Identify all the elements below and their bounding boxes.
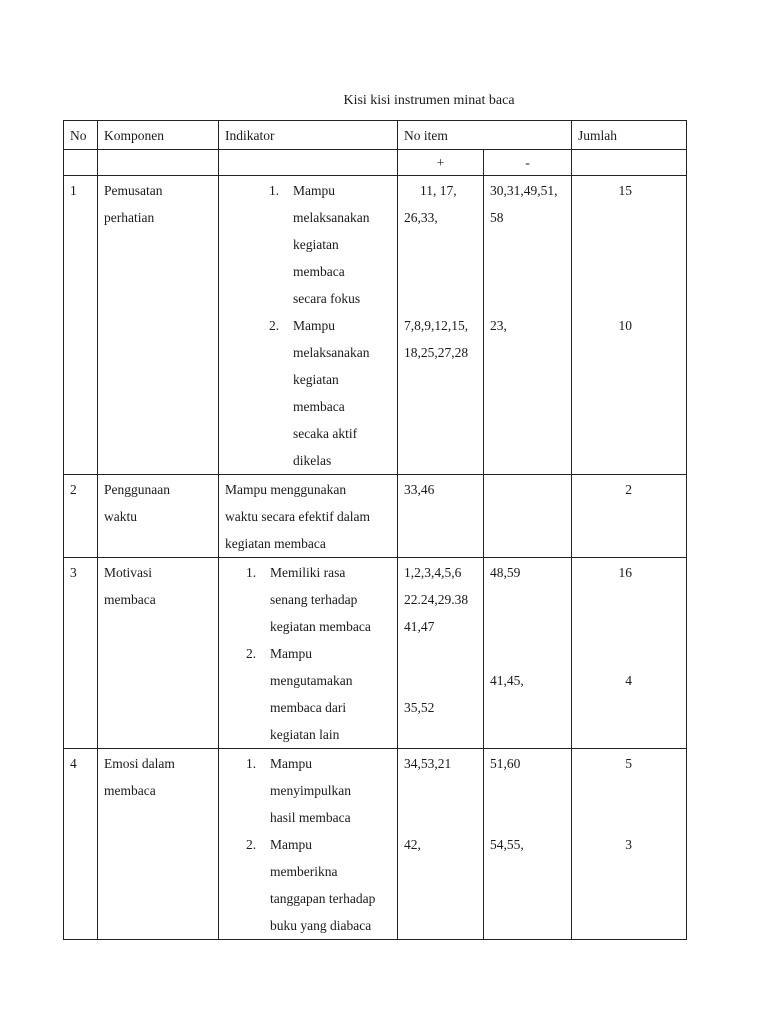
- jumlah-value: 16: [618, 565, 632, 580]
- item-numbers: 41,47: [404, 619, 435, 634]
- kisi-kisi-table: [63, 120, 687, 940]
- row-komponen: [98, 558, 219, 749]
- row-jumlah: [572, 558, 687, 749]
- indikator-number: 2.: [269, 318, 280, 333]
- table-row: [64, 749, 687, 940]
- header-minus: -: [484, 150, 572, 176]
- subheader-empty: [98, 150, 219, 176]
- row-komponen: [98, 176, 219, 475]
- indikator-item: [246, 559, 391, 640]
- item-numbers: 54,55,: [490, 837, 524, 852]
- subheader-empty: [572, 150, 687, 176]
- item-numbers: 33,46: [404, 482, 435, 497]
- item-numbers: 51,60: [490, 756, 521, 771]
- indikator-item: [246, 640, 391, 748]
- komponen-line: Emosi dalam: [104, 756, 175, 771]
- indikator-line: secara fokus: [293, 291, 361, 306]
- item-numbers: 58: [490, 210, 504, 225]
- indikator-number: 2.: [246, 646, 257, 661]
- item-numbers: 42,: [404, 837, 421, 852]
- header-no: No: [64, 121, 98, 150]
- row-plus-items: [398, 475, 484, 558]
- indikator-item: [246, 831, 391, 939]
- jumlah-value: 2: [625, 482, 632, 497]
- subheader-row: [64, 150, 687, 176]
- indikator-line: kegiatan: [293, 237, 339, 252]
- row-indikator: [219, 749, 398, 940]
- header-plus: +: [398, 150, 484, 176]
- row-minus-items: [484, 176, 572, 475]
- indikator-item: [269, 312, 391, 474]
- indikator-number: 1.: [269, 183, 280, 198]
- indikator-line: Mampu: [270, 837, 312, 852]
- indikator-line: membaca dari: [270, 700, 347, 715]
- row-komponen: [98, 749, 219, 940]
- item-numbers: 7,8,9,12,15,: [404, 318, 469, 333]
- komponen-line: Pemusatan: [104, 183, 163, 198]
- header-row: [64, 121, 687, 150]
- header-no-item: No item: [398, 121, 572, 150]
- indikator-line: Mampu: [270, 646, 312, 661]
- komponen-line: membaca: [104, 592, 156, 607]
- item-numbers: 48,59: [490, 565, 521, 580]
- item-numbers: 34,53,21: [404, 756, 452, 771]
- item-numbers: 18,25,27,28: [404, 345, 469, 360]
- item-numbers: 11, 17,: [420, 183, 457, 198]
- row-minus-items: [484, 475, 572, 558]
- komponen-line: perhatian: [104, 210, 155, 225]
- row-plus-items: [398, 749, 484, 940]
- indikator-line: Mampu: [293, 318, 335, 333]
- indikator-line: buku yang diabaca: [270, 918, 372, 933]
- indikator-line: kegiatan lain: [270, 727, 340, 742]
- row-no: 4: [64, 749, 98, 940]
- item-numbers: 30,31,49,51,: [490, 183, 558, 198]
- subheader-empty: [64, 150, 98, 176]
- indikator-number: 1.: [246, 756, 257, 771]
- indikator-line: tanggapan terhadap: [270, 891, 376, 906]
- row-no: 3: [64, 558, 98, 749]
- row-jumlah: [572, 176, 687, 475]
- indikator-item: [246, 750, 391, 831]
- indikator-line: Memiliki rasa: [270, 565, 346, 580]
- item-numbers: 26,33,: [404, 210, 438, 225]
- indikator-line: melaksanakan: [293, 345, 370, 360]
- indikator-line: membaca: [293, 399, 345, 414]
- jumlah-value: 15: [618, 183, 632, 198]
- komponen-line: membaca: [104, 783, 156, 798]
- item-numbers: 23,: [490, 318, 507, 333]
- jumlah-value: 10: [618, 318, 632, 333]
- jumlah-value: 3: [625, 837, 632, 852]
- komponen-line: Penggunaan: [104, 482, 170, 497]
- row-indikator: [219, 558, 398, 749]
- indikator-line: kegiatan: [293, 372, 339, 387]
- indikator-line: kegiatan membaca: [225, 536, 326, 551]
- indikator-line: melaksanakan: [293, 210, 370, 225]
- header-komponen: Komponen: [98, 121, 219, 150]
- item-numbers: 41,45,: [490, 673, 524, 688]
- indikator-line: kegiatan membaca: [270, 619, 371, 634]
- item-numbers: 22.24,29.38: [404, 592, 469, 607]
- header-indikator: Indikator: [219, 121, 398, 150]
- indikator-line: mengutamakan: [270, 673, 353, 688]
- subheader-empty: [219, 150, 398, 176]
- indikator-line: dikelas: [293, 453, 332, 468]
- item-numbers: 35,52: [404, 700, 435, 715]
- row-plus-items: [398, 558, 484, 749]
- table-row: [64, 558, 687, 749]
- indikator-line: secaka aktif: [293, 426, 358, 441]
- indikator-item: [269, 177, 391, 312]
- table-row: [64, 176, 687, 475]
- jumlah-value: 5: [625, 756, 632, 771]
- row-no: 1: [64, 176, 98, 475]
- row-indikator: [219, 475, 398, 558]
- row-plus-items: [398, 176, 484, 475]
- row-jumlah: [572, 475, 687, 558]
- table-row: [64, 475, 687, 558]
- komponen-line: Motivasi: [104, 565, 153, 580]
- header-jumlah: Jumlah: [572, 121, 687, 150]
- row-no: 2: [64, 475, 98, 558]
- row-minus-items: [484, 749, 572, 940]
- item-numbers: 1,2,3,4,5,6: [404, 565, 462, 580]
- indikator-line: memberikna: [270, 864, 338, 879]
- komponen-line: waktu: [104, 509, 137, 524]
- jumlah-value: 4: [625, 673, 632, 688]
- row-indikator: [219, 176, 398, 475]
- document-title: Kisi kisi instrumen minat baca: [343, 93, 515, 108]
- indikator-line: waktu secara efektif dalam: [225, 509, 371, 524]
- row-komponen: [98, 475, 219, 558]
- indikator-line: membaca: [293, 264, 345, 279]
- indikator-line: hasil membaca: [270, 810, 351, 825]
- indikator-line: Mampu: [293, 183, 335, 198]
- indikator-number: 1.: [246, 565, 257, 580]
- indikator-line: Mampu: [270, 756, 312, 771]
- indikator-line: menyimpulkan: [270, 783, 351, 798]
- indikator-line: senang terhadap: [270, 592, 358, 607]
- indikator-line: Mampu menggunakan: [225, 482, 347, 497]
- row-jumlah: [572, 749, 687, 940]
- indikator-number: 2.: [246, 837, 257, 852]
- row-minus-items: [484, 558, 572, 749]
